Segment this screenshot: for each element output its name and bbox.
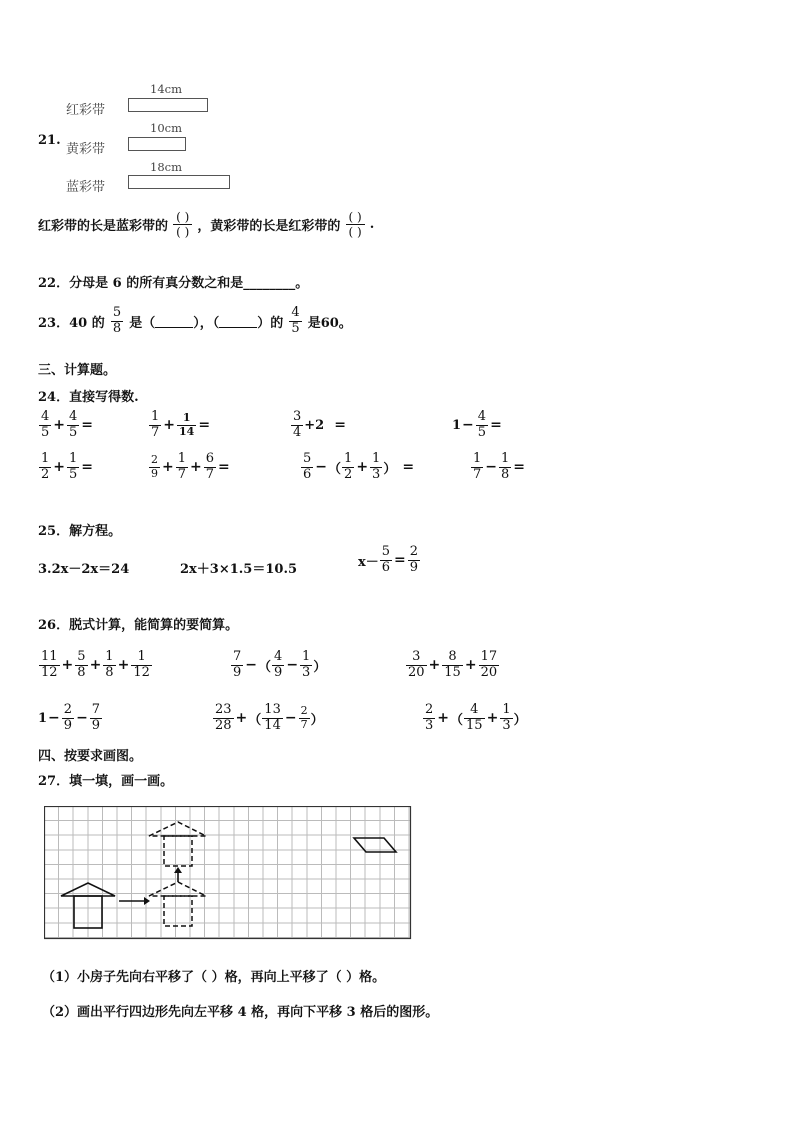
fraction: $\frac{1}{8}$ [105,649,114,680]
yellow-ribbon-bar [128,137,186,151]
q23-part-d: ）的 [257,315,284,331]
q21-sentence-end: . [369,217,375,233]
q26-expr-3: $\frac{3}{20}$ + $\frac{8}{15}$ + $\frac{17}{20}$ [408,649,498,680]
q24-item-c: $\frac{3}{4}$ +2 = [293,409,346,440]
q26-expr-2: $\frac{7}{9}$ −（ $\frac{4}{9}$ − $\frac{1}{3}$ ） [233,649,327,680]
fraction: $\frac{1}{7}$ [473,451,482,482]
fraction: $\frac{5}{6}$ [381,544,391,575]
fraction: $\frac{8}{15}$ [444,649,461,680]
fraction: $\frac{6}{7}$ [205,451,215,482]
fraction: $\frac{17}{20}$ [480,649,498,680]
q23-line [38,306,352,337]
q27-question-1: （1）小房子先向右平移了（ ）格，再向上平移了（ ）格。 [42,970,386,985]
fraction: $\frac{7}{9}$ [91,702,101,733]
q23-fraction-1: $\frac{5}{8}$ [112,305,122,336]
q22-end: 。 [295,276,309,291]
q22-line [38,272,308,291]
translation-grid[interactable] [44,806,412,940]
q24-item-d: 1− $\frac{4}{5}$ = [452,409,502,440]
q21-sentence-b: ，黄彩带的长是红彩带的 [197,219,341,235]
fraction: $\frac{3}{20}$ [408,649,425,680]
fraction: $\frac{1}{7}$ [151,409,160,440]
fraction: $\frac{2}{7}$ [300,704,308,731]
fraction: $\frac{2}{9}$ [409,544,419,575]
q21-answer-fraction-1[interactable]: ( ) ( ) [173,210,192,240]
house-moved-right [149,882,206,926]
fraction: $\frac{4}{5}$ [41,409,50,440]
fraction: $\frac{4}{5}$ [477,409,487,440]
q23-part-a: 23．40 的 [38,315,105,331]
fraction: $\frac{4}{5}$ [69,409,78,440]
q23-blank-1[interactable] [155,314,193,328]
q23-blank-2[interactable] [219,314,257,328]
red-ribbon-length: 14cm [150,82,182,96]
q25-equation-3: x－ $\frac{5}{6}$ = $\frac{2}{9}$ [358,544,419,575]
q22-text: 22．分母是 6 的所有真分数之和是 [38,276,244,291]
q21-number: 21. [38,133,61,148]
q23-part-e: 是60。 [307,315,352,331]
fraction: $\frac{2}{9}$ [63,702,73,733]
fraction: $\frac{4}{9}$ [274,649,283,680]
q26-expr-4: 1− $\frac{2}{9}$ − $\frac{7}{9}$ [38,702,101,733]
fraction: $\frac{1}{3}$ [372,451,381,482]
q21-sentence-a: 红彩带的长是蓝彩带的 [38,219,169,235]
blue-ribbon-bar [128,175,230,189]
grid-border [45,807,411,939]
fraction: $\frac{1}{3}$ [502,702,511,733]
q24-item-b: $\frac{1}{7}$ + $\frac{1}{14}$ = [151,409,211,440]
red-ribbon-bar [128,98,208,112]
fraction: $\frac{1}{14}$ [179,411,195,438]
q26-expr-1: $\frac{11}{12}$ + $\frac{5}{8}$ + $\frac{1}{8}$ + $\frac{1}{12}$ [41,649,150,680]
q26-expr-6: $\frac{2}{3}$ +（ $\frac{4}{15}$ + $\frac{1}{3}$ ） [425,702,527,733]
fraction: $\frac{2}{3}$ [425,702,434,733]
q23-part-b: 是（ [129,315,156,331]
section-3-heading: 三、计算题。 [38,363,117,378]
blue-ribbon-label: 蓝彩带 [66,180,106,195]
red-ribbon-label: 红彩带 [66,103,106,118]
yellow-ribbon-length: 10cm [150,121,182,135]
fraction: $\frac{1}{3}$ [302,649,311,680]
fraction: $\frac{2}{9}$ [151,453,158,480]
fraction: $\frac{1}{12}$ [133,649,150,680]
q24-item-h: $\frac{1}{7}$ − $\frac{1}{8}$ = [473,451,526,482]
arrow-right-icon [119,897,150,905]
q21-answer-fraction-2[interactable]: ( ) ( ) [346,210,365,240]
yellow-ribbon-label: 黄彩带 [66,142,106,157]
fraction: $\frac{1}{7}$ [177,451,187,482]
q24-item-a: $\frac{4}{5}$ + $\frac{4}{5}$ = [41,409,94,440]
blue-ribbon-length: 18cm [150,160,182,174]
fraction: $\frac{1}{5}$ [69,451,78,482]
q22-blank[interactable]: ________ [243,276,296,291]
q27-title: 27．填一填，画一画。 [38,774,174,789]
q26-expr-5: $\frac{23}{28}$ +（ $\frac{13}{14}$ − $\frac{2}{7}$ ） [215,702,324,733]
q24-title: 24．直接写得数. [38,390,139,405]
fraction: $\frac{5}{8}$ [77,649,86,680]
section-4-heading: 四、按要求画图。 [38,749,143,764]
q26-title: 26．脱式计算，能简算的要简算。 [38,618,239,633]
q25-equation-1: 3.2x－2x＝24 [38,562,130,577]
q24-item-g: $\frac{5}{6}$ −（ $\frac{1}{2}$ + $\frac{1}{3}$ ） = [303,451,415,482]
fraction: $\frac{11}{12}$ [41,649,58,680]
q21-sentence [38,210,374,240]
fraction: $\frac{13}{14}$ [264,702,281,733]
house-moved-up [149,822,206,866]
fraction: $\frac{1}{2}$ [41,451,50,482]
q23-part-c: ），（ [193,315,220,331]
fraction: $\frac{5}{6}$ [303,451,312,482]
q24-item-e: $\frac{1}{2}$ + $\frac{1}{5}$ = [41,451,94,482]
fraction: $\frac{7}{9}$ [233,649,242,680]
fraction: $\frac{1}{2}$ [344,451,353,482]
q24-item-f: $\frac{2}{9}$ + $\frac{1}{7}$ + $\frac{6}{7}$ = [151,451,230,482]
fraction: $\frac{1}{8}$ [501,451,510,482]
q23-fraction-2: $\frac{4}{5}$ [291,305,300,336]
q25-title: 25．解方程。 [38,524,122,539]
fraction: $\frac{4}{15}$ [466,702,483,733]
q27-question-2: （2）画出平行四边形先向左平移 4 格，再向下平移 3 格后的图形。 [42,1005,439,1020]
fraction: $\frac{23}{28}$ [215,702,232,733]
q25-equation-2: 2x＋3×1.5＝10.5 [180,562,298,577]
fraction: $\frac{3}{4}$ [293,409,302,440]
